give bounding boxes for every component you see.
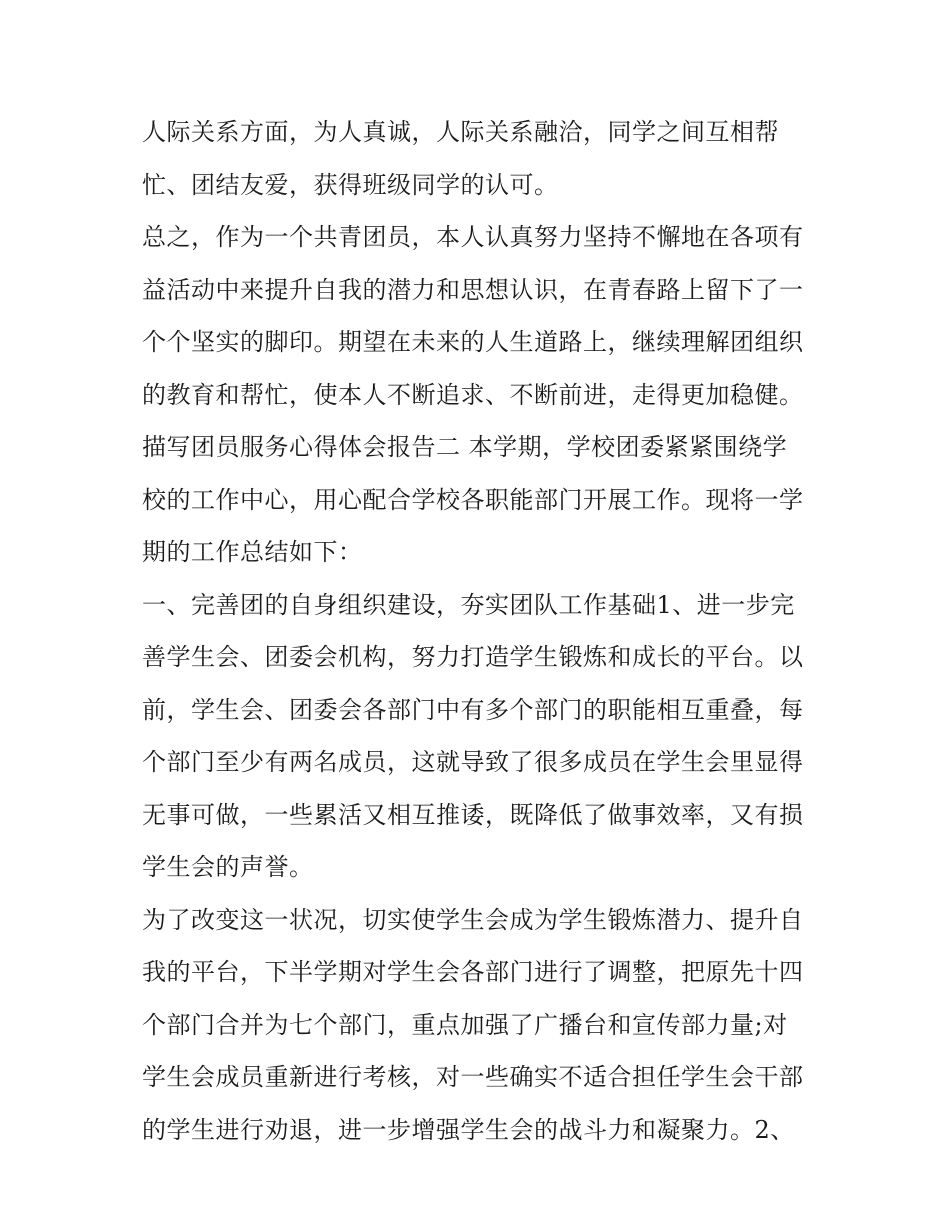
document-body xyxy=(142,106,822,1156)
text-line: 个个坚实的脚印。期望在未来的人生道路上，继续理解团组织 xyxy=(142,328,804,356)
text-line: 为了改变这一状况，切实使学生会成为学生锻炼潜力、提升自 xyxy=(142,905,804,934)
text-line: 总之，作为一个共青团员，本人认真努力坚持不懈地在各项有 xyxy=(142,223,804,251)
text-line: 的教育和帮忙，使本人不断追求、不断前进，走得更加稳健。 xyxy=(142,380,804,409)
text-line: 的学生进行劝退，进一步增强学生会的战斗力和凝聚力。2、 xyxy=(142,1115,795,1144)
text-line: 个部门合并为七个部门，重点加强了广播台和宣传部力量;对 xyxy=(142,1010,788,1039)
text-line: 人际关系方面，为人真诚，人际关系融洽，同学之间互相帮 xyxy=(142,118,779,146)
text-line: 无事可做，一些累活又相互推诿，既降低了做事效率，又有损 xyxy=(142,800,804,829)
text-line: 描写团员服务心得体会报告二 本学期，学校团委紧紧围绕学 xyxy=(142,433,788,461)
text-line: 善学生会、团委会机构，努力打造学生锻炼和成长的平台。以 xyxy=(142,643,804,671)
text-line: 我的平台，下半学期对学生会各部门进行了调整，把原先十四 xyxy=(142,958,804,986)
text-line: 忙、团结友爱，获得班级同学的认可。 xyxy=(142,170,559,199)
text-line: 校的工作中心，用心配合学校各职能部门开展工作。现将一学 xyxy=(142,485,804,514)
text-line: 一、完善团的自身组织建设，夯实团队工作基础1、进一步完 xyxy=(142,590,795,619)
text-line: 学生会成员重新进行考核，对一些确实不适合担任学生会干部 xyxy=(142,1063,804,1091)
text-line: 前，学生会、团委会各部门中有多个部门的职能相互重叠，每 xyxy=(142,695,804,724)
text-line: 益活动中来提升自我的潜力和思想认识，在青春路上留下了一 xyxy=(142,275,804,304)
text-line: 个部门至少有两名成员，这就导致了很多成员在学生会里显得 xyxy=(142,748,804,776)
text-line: 学生会的声誉。 xyxy=(142,853,314,881)
text-line: 期的工作总结如下： xyxy=(142,538,363,566)
